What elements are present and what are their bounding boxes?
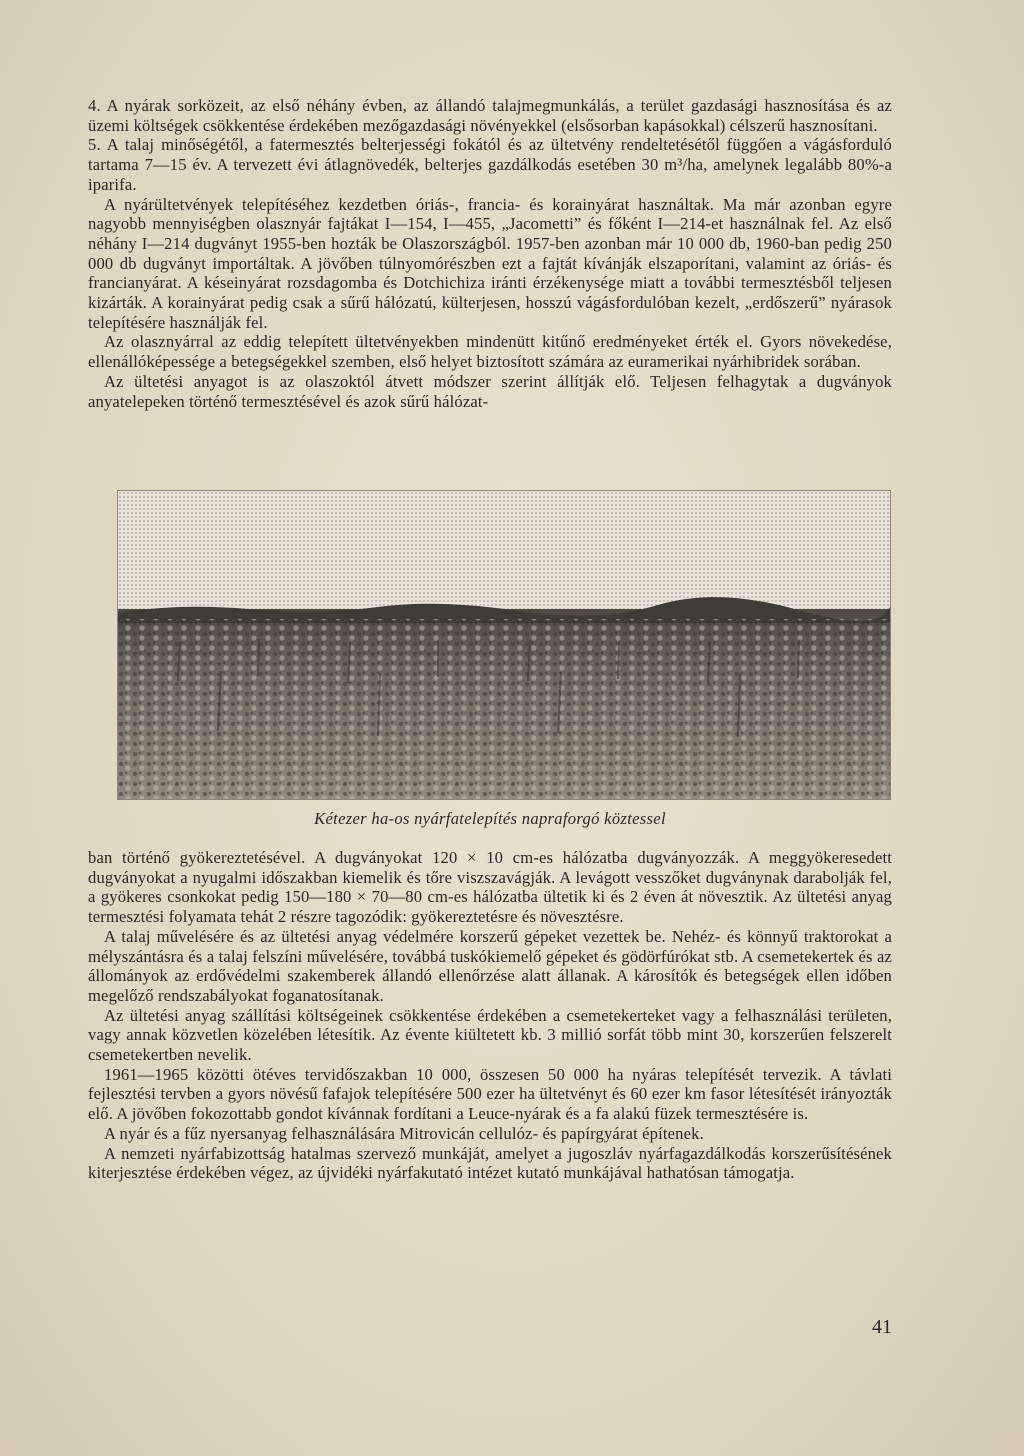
paragraph: A nyár és a fűz nyersanyag felhasználására Mitrovicán cellulóz- és papírgyárat építenek.	[104, 1123, 704, 1143]
paragraph: Az olasznyárral az eddig telepített ültetvényekben mindenütt kitűnő eredményeket érték el. Gyors növekedése, ellenállóképessége a betegségekkel szemben, első helyet biztosított számára az euramerikai nyárhibridek sorában.	[88, 332, 892, 372]
paragraph: 1961—1965 közötti ötéves tervidőszakban 10 000, összesen 50 000 ha nyáras telepítését tervezik. A távlati fejlesztési tervben a gyors növésű fafajok telepítésére 500 ezer ha ültetvényt és 60 ezer km fasor létesítését irányozták elő. A jövőben fokozottabb gondot kívánnak fordítani a Leuce-nyárak és a fa alakú füzek termesztésére is.	[88, 1064, 892, 1124]
sky	[118, 491, 890, 621]
paragraph: Az ültetési anyag szállítási költségeinek csökkentése érdekében a csemetekerteket vagy a felhasználási területen, vagy annak közvetlen közelében létesítik. Az évente kiültetett kb. 3 millió sorfát több mint 30, korszerűen felszerelt csemetekertben nevelik.	[88, 1005, 892, 1065]
page-number: 41	[872, 1316, 892, 1338]
photo-caption: Kétezer ha-os nyárfatelepítés napraforgó köztessel	[314, 809, 666, 828]
sunflower-rows	[118, 619, 890, 799]
paragraph: ban történő gyökereztetésével. A dugványokat 120 × 10 cm-es hálózatba dugványozzák. A meggyökeresedett dugványokat a nyugalmi időszakban kiemelik és tőre viszszavágják. A levágott vesszőket dugványnak darabolják fel, a gyökeres csonkokat pedig 150—180 × 70—80 cm-es hálózatba ültetik ki és 2 éven át növesztik. Az ültetési anyag termesztési folyamata tehát 2 részre tagozódik: gyökereztetésre és növesztésre.	[88, 848, 892, 927]
poplar-plantation-image	[118, 491, 890, 799]
paragraph: Az ültetési anyagot is az olaszoktól átvett módszer szerint állítják elő. Teljesen felhagytak a dugványok anyatelepeken történő termesztésével és azok sűrű hálózat-	[88, 371, 892, 411]
text-column-top	[88, 96, 892, 411]
text-column-bottom	[88, 848, 892, 1183]
paragraph: A nyárültetvények telepítéséhez kezdetben óriás-, francia- és korainyárat használtak. Ma már azonban egyre nagyobb mennyiségben olasznyár fajtákat I—154, I—455, „Jacometti” és főként I—214-et használnak fel. Az első néhány I—214 dugványt 1955-ben hozták be Olaszországból. 1957-ben azonban már 10 000 db, 1960-ban pedig 250 000 db dugványt importáltak. A jövőben túlnyomórészben ezt a fajtát kívánják elszaporítani, valamint az óriás- és francianyárat. A késeinyárat rozsdagomba és Dotchichiza iránti érzékenysége miatt a további termesztésből teljesen kizárták. A korainyárat pedig csak a sűrű hálózatú, külterjesen, hosszú vágásfordulóban kezelt, „erdőszerű” nyárasok telepítésére használják fel.	[88, 194, 892, 332]
paragraph: A nemzeti nyárfabizottság hatalmas szervező munkáját, amelyet a jugoszláv nyárfagazdálkodás korszerűsítésének kiterjesztése érdekében végez, az újvidéki nyárfakutató intézet kutató munkájával hathatósan támogatja.	[88, 1143, 892, 1183]
field-photograph	[117, 490, 891, 800]
paragraph: 4. A nyárak sorközeit, az első néhány évben, az állandó talajmegmunkálás, a terület gazdasági hasznosítása és az üzemi költségek csökkentése érdekében mezőgazdasági növényekkel (elsősorban kapásokkal) célszerű hasznosítani.	[88, 96, 892, 135]
paragraph: A talaj művelésére és az ültetési anyag védelmére korszerű gépeket vezettek be. Nehéz- és könnyű traktorokat a mélyszántásra és a talaj felszíni művelésére, továbbá tuskókiemelő gépeket és gödörfúrókat stb. A csemetekertek és az állományok az erdővédelmi szakemberek állandó ellenőrzése alatt állanak. A károsítók és betegségek ellen időben megelőző rendszabályokat foganatosítanak.	[88, 926, 892, 1005]
paragraph: 5. A talaj minőségétől, a fatermesztés belterjességi fokától és az ültetvény rendeltetésétől függően a vágásforduló tartama 7—15 év. A tervezett évi átlagnövedék, belterjes gazdálkodás esetében 30 m³/ha, amelynek legalább 80%-a iparifa.	[88, 135, 892, 194]
